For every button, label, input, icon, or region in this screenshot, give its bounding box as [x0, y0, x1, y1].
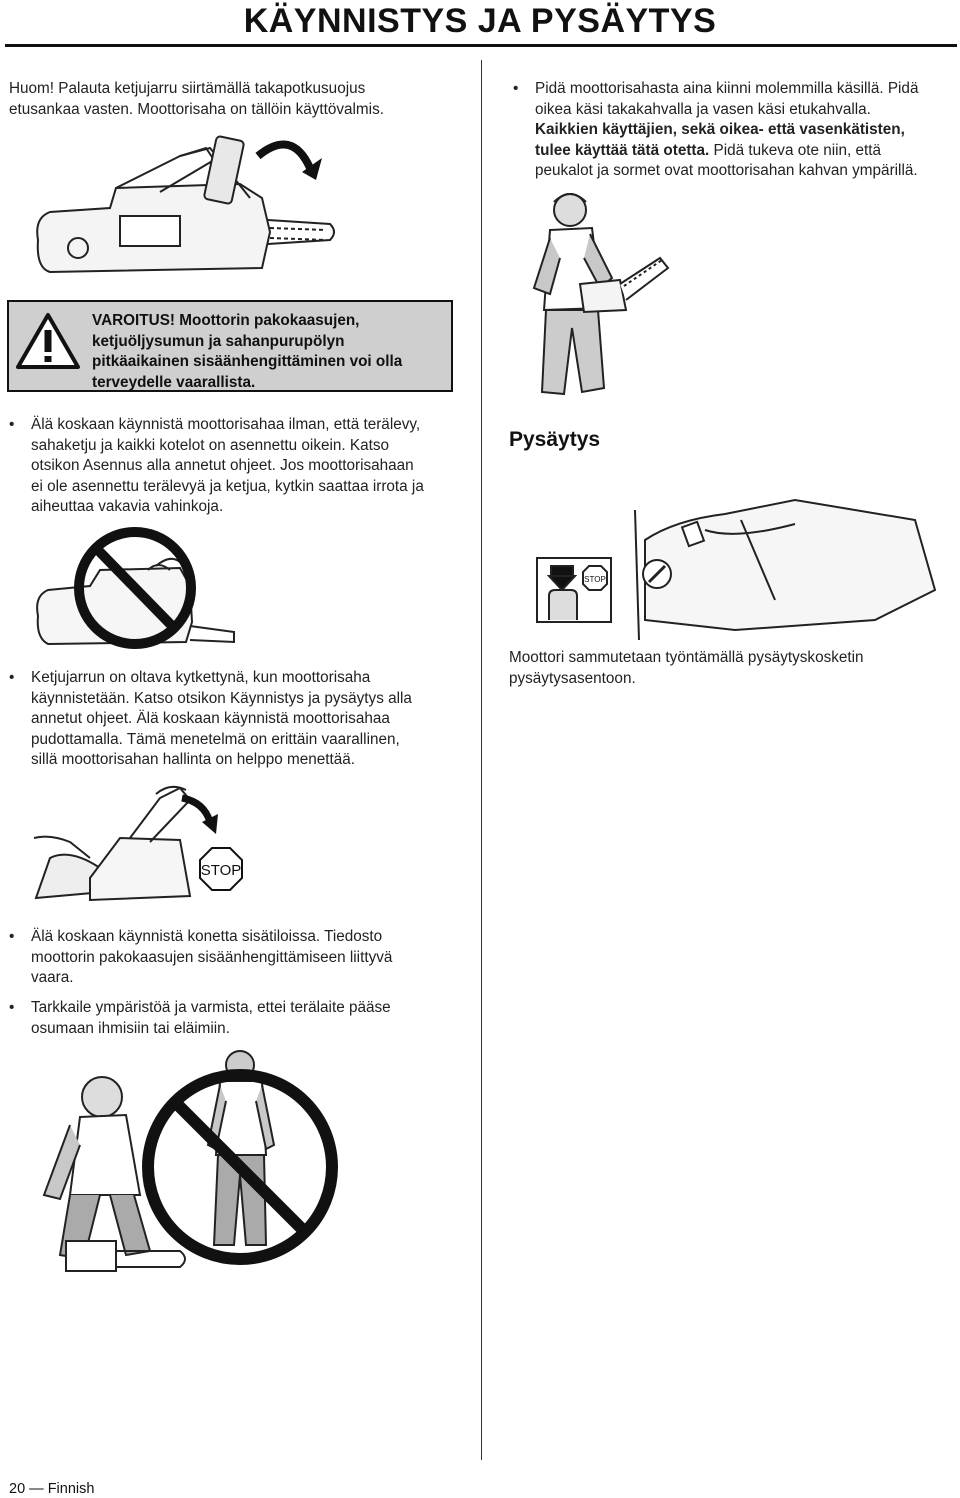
title-rule	[5, 44, 957, 47]
bullet-grip	[513, 79, 955, 182]
warning-line-2: ketjuöljysumun ja sahanpurupölyn	[92, 332, 345, 350]
bullet1-line: aiheuttaa vakavia vahinkoja.	[31, 498, 224, 515]
stopping-text	[509, 648, 949, 689]
column-divider	[481, 60, 482, 1460]
warning-line-1	[92, 311, 447, 332]
warning-line-4: terveydelle vaarallista.	[92, 373, 256, 391]
intro-line-1: Huom! Palauta ketjujarru siirtämällä takapotkusuojus	[9, 80, 366, 97]
stop-switch-label: STOP	[584, 575, 606, 584]
bullet3-line: vaara.	[31, 969, 74, 986]
bystander-warning-illustration	[30, 1045, 320, 1305]
stop-sign-label: STOP	[200, 862, 242, 879]
grip-line: Pidä moottorisahasta aina kiinni molemmilla käsillä. Pidä	[535, 80, 919, 97]
section-title-stopping: Pysäytys	[509, 428, 601, 451]
footer-dash: —	[29, 1481, 44, 1497]
chainsaw-chainbrake-illustration	[30, 128, 340, 278]
grip-line: oikea käsi takakahvalla ja vasen käsi etukahvalla.	[535, 100, 871, 118]
warning-triangle-icon	[15, 312, 81, 370]
bullet-dot: •	[9, 999, 15, 1016]
bullet-dot: •	[9, 928, 15, 945]
bullet2-line: käynnistetään. Katso otsikon Käynnistys ja pysäytys alla	[31, 689, 412, 707]
stopping-line-1: Moottori sammutetaan työntämällä pysäytyskosketin	[509, 649, 864, 666]
bullet1-line: otsikon Asennus alla annetut ohjeet. Jos moottorisahaan	[31, 457, 414, 474]
grip-line-bold: Kaikkien käyttäjien, sekä oikea- että vasenkätisten,	[535, 121, 905, 138]
warning-line-3: pitkäaikainen sisäänhengittäminen voi olla	[92, 353, 403, 370]
bullet-dot: •	[9, 669, 15, 686]
stop-switch-illustration	[535, 500, 955, 640]
bullet1-line: Älä koskaan käynnistä moottorisahaa ilman, että terälevy,	[31, 416, 421, 433]
bullet2-line: annetut ohjeet. Älä koskaan käynnistä moottorisahaa	[31, 710, 390, 727]
page-title: KÄYNNISTYS JA PYSÄYTYS	[243, 2, 717, 40]
grip-line: Pidä tukeva ote niin, että	[709, 141, 882, 159]
intro-line-2: etusankaa vasten. Moottorisaha on tällöin käyttövalmis.	[9, 100, 384, 118]
intro-note	[9, 79, 469, 120]
bullet-indoors	[9, 927, 471, 989]
bullet2-line: Ketjujarrun on oltava kytkettynä, kun moottorisaha	[31, 669, 371, 686]
warning-box	[7, 300, 453, 392]
bullet3-line: Älä koskaan käynnistä konetta sisätiloissa. Tiedosto	[31, 928, 383, 945]
bullet2-line: pudottamalla. Tämä menetelmä on erittäin vaarallinen,	[31, 730, 400, 748]
warning-l1: Moottorin pakokaasujen,	[179, 312, 360, 329]
bullet4-line: Tarkkaile ympäristöä ja varmista, ettei terälaite pääse	[31, 999, 391, 1016]
warning-text	[92, 311, 447, 393]
prohibited-no-bar-illustration	[30, 526, 240, 656]
footer-language: Finnish	[47, 1481, 95, 1497]
bullet-dot: •	[513, 80, 519, 97]
grip-line: peukalot ja sormet ovat moottorisahan kahvan ympärillä.	[535, 162, 918, 179]
bullet1-line: ei ole asennettu terälevyä ja ketjua, kytkin saattaa irrota ja	[31, 477, 424, 495]
page-footer	[9, 1481, 94, 1497]
bullet-surroundings	[9, 998, 471, 1039]
bullet2-line: sillä moottorisahan hallinta on helppo menettää.	[31, 751, 355, 768]
bullet3-line: moottorin pakokaasujen sisäänhengittämiseen liittyvä	[31, 948, 393, 966]
bullet1-line: sahaketju ja kaikki kotelot on asennettu oikein. Katso	[31, 436, 389, 454]
bullet-dot: •	[9, 416, 15, 433]
stopping-line-2: pysäytysasentoon.	[509, 669, 636, 687]
bullet4-line: osumaan ihmisiin tai eläimiin.	[31, 1019, 230, 1037]
bullet-assembly	[9, 415, 471, 518]
page-number: 20	[9, 1481, 26, 1497]
grip-line	[535, 141, 955, 162]
bullet-chainbrake	[9, 668, 471, 771]
drop-start-illustration	[30, 778, 270, 910]
operator-grip-illustration	[520, 188, 680, 412]
grip-line-bold: tulee käyttää tätä otetta.	[535, 141, 710, 159]
warning-title: VAROITUS!	[92, 312, 175, 329]
